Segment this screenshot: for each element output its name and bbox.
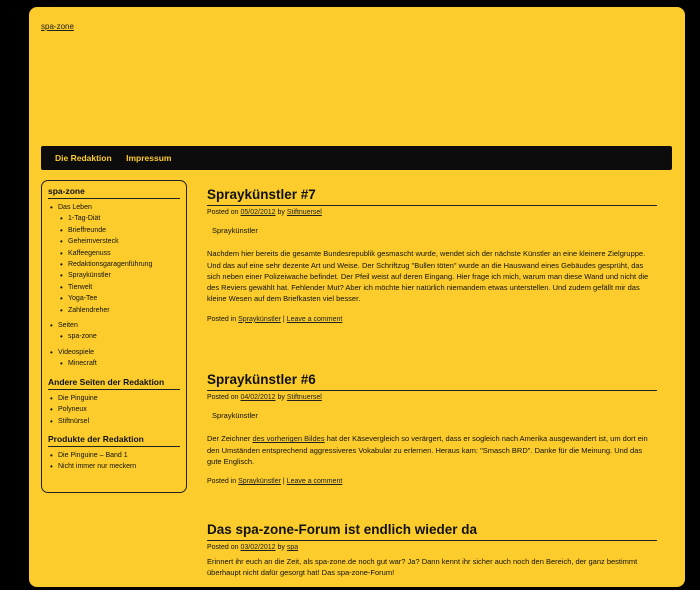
sidebar-group-item[interactable] <box>58 347 180 370</box>
sidebar-subitem[interactable]: • Kaffeegenuss <box>68 248 180 259</box>
post-meta <box>207 209 657 216</box>
leave-comment-link[interactable]: Leave a comment <box>286 478 343 486</box>
category-link[interactable]: Spraykünstler <box>238 478 281 486</box>
sidebar-subitem[interactable]: • Redaktionsgaragenführung <box>68 259 180 270</box>
page-container <box>29 7 685 587</box>
post-content <box>207 410 657 467</box>
sidebar-heading: Produkte der Redaktion <box>48 434 180 447</box>
separator: | <box>282 478 285 486</box>
sidebar-subitem[interactable]: • 1-Tag-Diät <box>68 213 180 224</box>
post-author-link[interactable]: spa <box>286 544 299 551</box>
sidebar-sublist <box>58 213 180 316</box>
post-content <box>207 556 657 579</box>
image-caption: Spraykünstler <box>212 411 258 420</box>
image-caption: Spraykünstler <box>212 226 258 235</box>
post <box>207 372 657 485</box>
leave-comment-link[interactable]: Leave a comment <box>286 315 343 323</box>
post <box>207 187 657 323</box>
post-date-link[interactable]: 04/02/2012 <box>240 394 276 401</box>
sidebar-subitem[interactable]: • spa-zone <box>68 331 180 342</box>
sidebar-pages-widget <box>48 186 180 370</box>
sidebar-group-item[interactable] <box>58 320 180 343</box>
meta-label: by <box>277 544 285 551</box>
other-site-link[interactable]: • Stiftnürsel <box>58 416 180 427</box>
products-list <box>48 450 180 473</box>
post-paragraph: Erinnert ihr euch an die Zeit, als spa-zone.de noch gut war? Ja? Dann kennt ihr sicher auch noch den Bereich, der ganz bestimmt überhaupt nicht dafür gesorgt hat! Das spa-zone-Forum! <box>207 557 638 578</box>
meta-label: Posted on <box>207 209 239 216</box>
sidebar-subitem[interactable]: • Spraykünstler <box>68 270 180 281</box>
sidebar-subitem[interactable]: • Tierwelt <box>68 282 180 293</box>
post-author-link[interactable]: Stiftnuersel <box>286 209 322 216</box>
sidebar-subitem[interactable]: • Geheimversteck <box>68 236 180 247</box>
sidebar-products-widget <box>48 434 180 473</box>
paragraph-text: hat der Käsevergleich so verärgert, dass er sogleich nach Amerika ausgewandert ist, um dort ein den Umständen entsprechend aggressiveres Vokabular zu erlernen. Heraus kam: "Smasch BRD". Danke für die Meinung. Und das gute Englisch. <box>207 434 648 466</box>
post-date-link[interactable]: 03/02/2012 <box>240 544 276 551</box>
post-meta <box>207 544 657 551</box>
sidebar-sublist <box>58 331 180 342</box>
post-title[interactable]: Das spa-zone-Forum ist endlich wieder da <box>207 522 657 541</box>
sidebar-group-item[interactable] <box>58 202 180 316</box>
site-title-link[interactable]: spa-zone <box>41 22 74 31</box>
sidebar-subitem[interactable]: • Zahlendreher <box>68 305 180 316</box>
sidebar-subitem[interactable]: • Minecraft <box>68 358 180 369</box>
sidebar-subitem[interactable]: • Yoga-Tee <box>68 293 180 304</box>
post-footer <box>207 316 657 323</box>
sidebar-group-label[interactable]: Das Leben <box>58 204 92 211</box>
post-footer <box>207 478 657 485</box>
post-paragraph: Nachdem hier bereits die gesamte Bundesrepublik gesmascht wurde, wendet sich der nächste Künstler an eine kleinere Zielgruppe. Und das auf eine sehr dezente Art und Weise. Der Schriftzug "Bullen töten" wurde an die Hauswand eines Gebäudes gesprüht, das sich neben einer Polizeiwache befindet. Der Pfeil weist auf deren Eingang. Hier frage ich mich, warum man diese Wand und nicht die des Reviers gewählt hat. Fehlender Mut? Aber ich möchte hier natürlich niemandem etwas unterstellen. Und zudem gefällt mir das kleine Wesen auf dem Briefkasten viel besser. <box>207 249 649 304</box>
post-meta <box>207 394 657 401</box>
category-link[interactable]: Spraykünstler <box>238 315 281 323</box>
sidebar-group-label[interactable]: Seiten <box>58 322 78 330</box>
paragraph-text: Der Zeichner <box>207 434 253 444</box>
page-list <box>48 202 180 370</box>
meta-label: Posted in <box>207 315 237 323</box>
post-paragraph <box>207 433 657 467</box>
sidebar-sublist <box>58 358 180 369</box>
sidebar <box>41 180 187 493</box>
other-site-link[interactable]: • Die Pinguine <box>58 393 180 404</box>
product-link[interactable]: • Nicht immer nur meckern <box>58 461 180 472</box>
meta-label: Posted on <box>207 544 239 551</box>
product-link[interactable]: • Die Pinguine – Band 1 <box>58 450 180 461</box>
post-author-link[interactable]: Stiftnuersel <box>286 394 322 401</box>
sidebar-other-sites-widget <box>48 377 180 427</box>
post-title[interactable]: Spraykünstler #7 <box>207 187 657 206</box>
meta-label: Posted in <box>207 478 237 486</box>
post-title[interactable]: Spraykünstler #6 <box>207 372 657 391</box>
previous-image-link[interactable]: des vorherigen Bildes <box>252 434 325 444</box>
sidebar-heading: spa-zone <box>48 186 180 199</box>
separator: | <box>282 315 285 323</box>
post-content <box>207 225 657 305</box>
main-navigation <box>41 146 672 170</box>
other-site-link[interactable]: • Polyneux <box>58 404 180 415</box>
meta-label: Posted on <box>207 394 239 401</box>
meta-label: by <box>277 394 285 401</box>
post <box>207 522 657 590</box>
other-sites-list <box>48 393 180 427</box>
sidebar-heading: Andere Seiten der Redaktion <box>48 377 180 390</box>
sidebar-group-label[interactable]: Videospiele <box>58 348 95 356</box>
nav-item-impressum[interactable]: Impressum <box>126 153 172 163</box>
post-date-link[interactable]: 05/02/2012 <box>240 209 276 216</box>
sidebar-subitem[interactable]: • Brieffreunde <box>68 225 180 236</box>
meta-label: by <box>277 209 285 216</box>
nav-item-die-redaktion[interactable]: Die Redaktion <box>55 153 112 163</box>
